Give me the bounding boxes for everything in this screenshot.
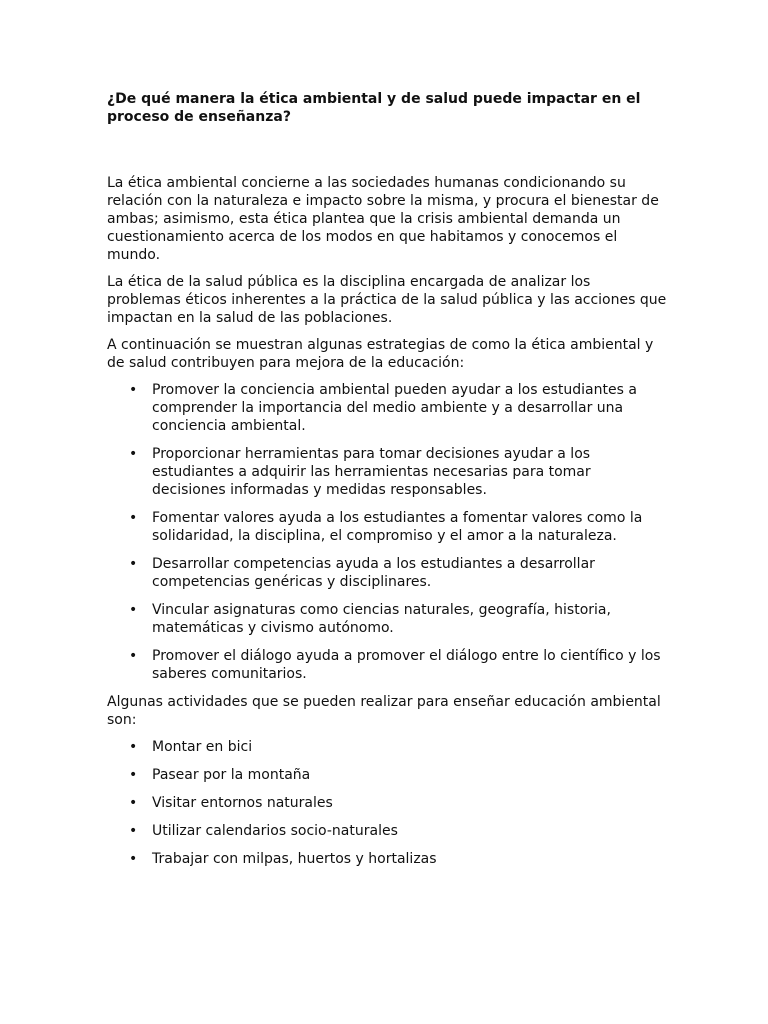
list-item bbox=[107, 601, 667, 637]
list-item-text: Proporcionar herramientas para tomar decisiones ayudar a los estudiantes a adquirir las herramientas necesarias para tomar decisiones informadas y medidas responsables. bbox=[152, 446, 591, 498]
bullet-icon: • bbox=[129, 823, 138, 839]
paragraph-public-health-ethics: La ética de la salud pública es la disciplina encargada de analizar los problemas éticos inherentes a la práctica de la salud pública y las acciones que impactan en la salud de las poblaciones. bbox=[107, 274, 667, 326]
bullet-icon: • bbox=[129, 739, 138, 755]
bullet-icon: • bbox=[129, 510, 138, 526]
list-item-text: Desarrollar competencias ayuda a los estudiantes a desarrollar competencias genéricas y disciplinares. bbox=[152, 556, 595, 590]
list-item bbox=[107, 381, 667, 435]
document-title: ¿De qué manera la ética ambiental y de salud puede impactar en el proceso de enseñanza? bbox=[107, 91, 641, 125]
bullet-icon: • bbox=[129, 446, 138, 462]
paragraph-environmental-ethics: La ética ambiental concierne a las sociedades humanas condicionando su relación con la naturaleza e impacto sobre la misma, y procura el bienestar de ambas; asimismo, esta ética plantea que la crisis ambiental demanda un cuestionamiento acerca de los modos en que habitamos y conocemos el mundo. bbox=[107, 175, 659, 263]
list-item-text: Pasear por la montaña bbox=[152, 767, 311, 783]
paragraph-activities-intro: Algunas actividades que se pueden realizar para enseñar educación ambiental son: bbox=[107, 694, 661, 728]
list-item bbox=[107, 850, 667, 868]
list-item bbox=[107, 647, 667, 683]
bullet-icon: • bbox=[129, 767, 138, 783]
list-item-text: Promover el diálogo ayuda a promover el diálogo entre lo científico y los saberes comunitarios. bbox=[152, 648, 661, 682]
list-item bbox=[107, 822, 667, 840]
list-item bbox=[107, 738, 667, 756]
list-item bbox=[107, 509, 667, 545]
list-item bbox=[107, 794, 667, 812]
bullet-icon: • bbox=[129, 851, 138, 867]
activities-list bbox=[107, 738, 667, 868]
list-item bbox=[107, 445, 667, 499]
list-item-text: Utilizar calendarios socio-naturales bbox=[152, 823, 398, 839]
list-item-text: Promover la conciencia ambiental pueden ayudar a los estudiantes a comprender la importancia del medio ambiente y a desarrollar una conciencia ambiental. bbox=[152, 382, 637, 434]
list-item-text: Montar en bici bbox=[152, 739, 253, 755]
bullet-icon: • bbox=[129, 382, 138, 398]
list-item-text: Fomentar valores ayuda a los estudiantes a fomentar valores como la solidaridad, la disciplina, el compromiso y el amor a la naturaleza. bbox=[152, 510, 643, 544]
bullet-icon: • bbox=[129, 602, 138, 618]
list-item-text: Trabajar con milpas, huertos y hortalizas bbox=[152, 851, 437, 867]
document-page bbox=[107, 90, 667, 878]
list-item-text: Vincular asignaturas como ciencias naturales, geografía, historia, matemáticas y civismo autónomo. bbox=[152, 602, 611, 636]
bullet-icon: • bbox=[129, 795, 138, 811]
list-item bbox=[107, 555, 667, 591]
list-item bbox=[107, 766, 667, 784]
bullet-icon: • bbox=[129, 556, 138, 572]
strategies-list bbox=[107, 381, 667, 683]
bullet-icon: • bbox=[129, 648, 138, 664]
paragraph-strategies-intro: A continuación se muestran algunas estrategias de como la ética ambiental y de salud contribuyen para mejora de la educación: bbox=[107, 337, 654, 371]
list-item-text: Visitar entornos naturales bbox=[152, 795, 333, 811]
